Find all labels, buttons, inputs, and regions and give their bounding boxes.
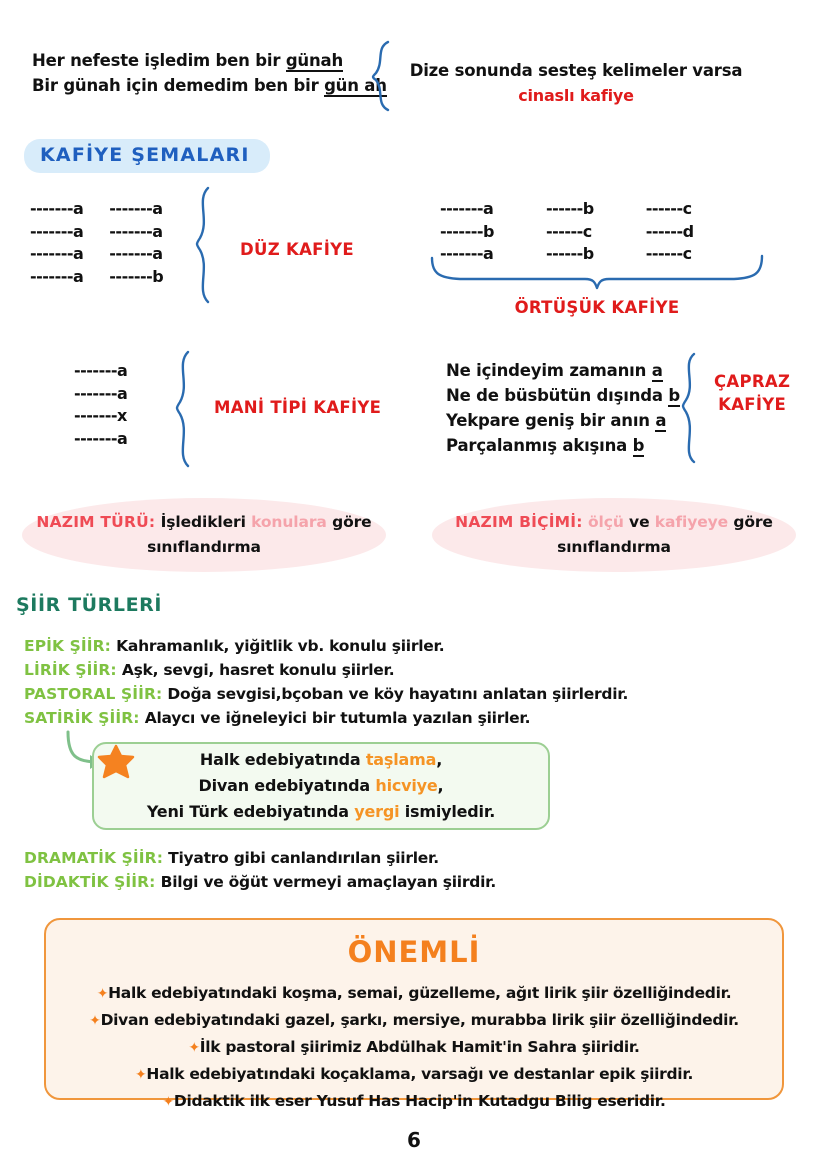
section-pill-kafiye-semalari: [24, 139, 270, 173]
poem-rhyme-underline: günah: [285, 51, 343, 70]
scheme-row: -------a: [109, 244, 163, 263]
brace-cinas: [358, 40, 398, 112]
nazim-bicimi-suffix: göre: [728, 513, 773, 531]
scheme-row: ------c: [645, 244, 692, 263]
scheme-row: ------d: [645, 221, 694, 241]
callout-line-pre: Divan edebiyatında: [198, 776, 376, 795]
nazim-bicimi-line1: [455, 510, 773, 535]
important-title: ÖNEMLİ: [347, 935, 481, 969]
list-item-text: Doğa sevgisi,bçoban ve köy hayatını anlatan şiirlerdir.: [162, 685, 629, 703]
important-bullet: [46, 1034, 782, 1061]
scheme-row: -------a: [109, 221, 163, 241]
list-item-text: Alaycı ve iğneleyici bir tutumla yazılan şiirler.: [139, 709, 531, 727]
nazim-turu-line1: [36, 510, 371, 535]
scheme-row: -------a: [30, 221, 84, 241]
callout-line-post: ismiyledir.: [399, 802, 496, 821]
bullet-icon: ✦: [89, 1013, 101, 1029]
siir-turleri-list: [24, 634, 628, 730]
important-bullet-list: [46, 980, 782, 1115]
important-bullet: [46, 1007, 782, 1034]
poem-rhyme-letter: b: [668, 386, 680, 405]
important-bullet: [46, 1088, 782, 1115]
scheme-row: -------a: [30, 266, 84, 286]
ortusuk-kafiye-label: ÖRTÜŞÜK KAFİYE: [514, 298, 680, 317]
scheme-row: -------b: [109, 266, 164, 286]
list-item: [24, 634, 628, 658]
poem-line: [446, 383, 680, 408]
important-bullet-text: Halk edebiyatındaki koşma, semai, güzelleme, ağıt lirik şiir özelliğindedir.: [108, 984, 732, 1002]
bullet-icon: ✦: [188, 1040, 200, 1056]
brace-capraz-kafiye: [676, 352, 710, 464]
nazim-bicimi-highlight-kafiyeye: kafiyeye: [654, 513, 729, 531]
duz-column-1: [30, 198, 83, 288]
siir-turleri-list-2: [24, 846, 496, 894]
callout-line-highlight: taşlama: [365, 750, 437, 769]
list-item: [24, 682, 628, 706]
list-item: [24, 870, 496, 894]
duz-kafiye-scheme: [30, 198, 163, 288]
list-item-text: Bilgi ve öğüt vermeyi amaçlayan şiirdir.: [155, 873, 496, 891]
cinas-explanation: Dize sonunda sesteş kelimeler varsa: [409, 61, 743, 80]
callout-line-pre: Yeni Türk edebiyatında: [146, 802, 355, 821]
star-icon: [96, 742, 136, 782]
important-bullet-text: Divan edebiyatındaki gazel, şarkı, mersiye, murabba lirik şiir özelliğindedir.: [100, 1011, 739, 1029]
brace-mani-tipi: [168, 350, 202, 468]
cinas-poem: [32, 48, 387, 98]
poem-line: [446, 358, 680, 383]
list-item: [24, 706, 628, 730]
nazim-turu-card: [22, 498, 386, 572]
brace-ortusuk-kafiye: [430, 252, 764, 292]
callout-line: [147, 773, 495, 799]
poem-rhyme-underline: gün ah: [324, 76, 387, 95]
nazim-turu-mid: İşledikleri: [155, 513, 252, 531]
important-bullet-text: İlk pastoral şiirimiz Abdülhak Hamit'in Sahra şiiridir.: [199, 1038, 640, 1056]
important-bullet-text: Halk edebiyatındaki koçaklama, varsağı ve destanlar epik şiirdir.: [146, 1065, 694, 1083]
list-item-text: Aşk, sevgi, hasret konulu şiirler.: [116, 661, 395, 679]
list-item-text: Tiyatro gibi canlandırılan şiirler.: [163, 849, 439, 867]
list-item-key: PASTORAL ŞİİR:: [24, 685, 163, 703]
siir-turleri-heading: ŞİİR TÜRLERİ: [16, 594, 163, 616]
list-item-text: Kahramanlık, yiğitlik vb. konulu şiirler.: [110, 637, 445, 655]
important-bullet: [46, 1061, 782, 1088]
nazim-turu-key: NAZIM TÜRÜ:: [36, 513, 156, 531]
nazim-bicimi-line2: sınıflandırma: [557, 538, 671, 556]
important-bullet: [46, 980, 782, 1007]
callout-line-highlight: hicviye: [375, 776, 438, 795]
callout-box: [92, 742, 550, 830]
callout-line: [147, 747, 495, 773]
callout-line-post: ,: [436, 750, 443, 769]
scheme-row: -------x: [74, 406, 127, 425]
callout-line-highlight: yergi: [354, 802, 400, 821]
list-item-key: SATİRİK ŞİİR:: [24, 709, 140, 727]
poem-line: [32, 73, 387, 98]
poem-line-text: Her nefeste işledim ben bir: [32, 51, 286, 70]
scheme-row: -------a: [74, 383, 128, 403]
poem-rhyme-letter: b: [632, 436, 645, 455]
mani-tipi-label: MANİ TİPİ KAFİYE: [214, 398, 382, 417]
list-item-key: DRAMATİK ŞİİR:: [24, 849, 163, 867]
bullet-icon: ✦: [162, 1094, 174, 1110]
poem-rhyme-letter: a: [651, 361, 663, 380]
callout-line-post: ,: [437, 776, 444, 795]
mani-column-1: [74, 360, 127, 450]
nazim-turu-highlight: konulara: [251, 513, 327, 531]
nazim-bicimi-highlight-olcu: ölçü: [582, 513, 624, 531]
cinas-term: cinaslı kafiye: [518, 86, 634, 105]
nazim-bicimi-key: NAZIM BİÇİMİ:: [455, 513, 583, 531]
poem-line-text: Ne de büsbütün dışında: [446, 386, 669, 405]
bullet-icon: ✦: [134, 1067, 147, 1083]
pill-label: KAFİYE ŞEMALARI: [40, 144, 250, 166]
mani-tipi-scheme: [74, 360, 127, 450]
brace-duz-kafiye: [188, 186, 222, 304]
important-bullet-text: Didaktik ilk eser Yusuf Has Hacip'in Kutadgu Bilig eseridir.: [173, 1092, 666, 1110]
capraz-kafiye-poem: [446, 358, 680, 458]
nazim-bicimi-text: [455, 510, 773, 560]
nazim-bicimi-card: [432, 498, 796, 572]
scheme-row: -------a: [440, 244, 494, 263]
scheme-row: -------a: [440, 199, 494, 218]
list-item: [24, 846, 496, 870]
pill-background: [24, 139, 270, 173]
scheme-row: ------c: [645, 199, 692, 218]
scheme-row: ------c: [545, 221, 592, 241]
bullet-icon: ✦: [96, 986, 109, 1002]
capraz-kafiye-label-line1: ÇAPRAZ: [714, 372, 791, 391]
poem-line-text: Yekpare geniş bir anın: [446, 411, 656, 430]
callout-line: [147, 799, 495, 825]
list-item-key: DİDAKTİK ŞİİR:: [24, 873, 156, 891]
page-number: 6: [407, 1128, 421, 1152]
scheme-row: -------a: [109, 199, 163, 218]
scheme-row: -------b: [440, 221, 494, 241]
scheme-row: -------a: [74, 428, 128, 448]
duz-column-2: [109, 198, 163, 288]
poem-line: [446, 433, 680, 458]
callout-line-pre: Halk edebiyatında: [199, 750, 366, 769]
capraz-kafiye-label: [714, 372, 790, 414]
callout-text: [147, 747, 495, 825]
list-item-key: LİRİK ŞİİR:: [24, 661, 117, 679]
nazim-turu-line2: sınıflandırma: [147, 538, 261, 556]
scheme-row: -------a: [30, 244, 84, 263]
list-item-key: EPİK ŞİİR:: [24, 637, 111, 655]
capraz-kafiye-label-line2: KAFİYE: [718, 395, 787, 414]
nazim-turu-suffix: göre: [326, 513, 372, 531]
scheme-row: ------b: [545, 244, 594, 263]
list-item: [24, 658, 628, 682]
poem-line-text: Parçalanmış akışına: [446, 436, 633, 455]
poem-rhyme-letter: a: [655, 411, 667, 430]
scheme-row: -------a: [74, 361, 128, 380]
cinas-explanation-block: [396, 58, 756, 105]
poem-line: [446, 408, 680, 433]
poem-line-text: Ne içindeyim zamanın: [446, 361, 652, 380]
important-box: [44, 918, 784, 1110]
duz-kafiye-label: DÜZ KAFİYE: [240, 240, 354, 259]
nazim-turu-text: [36, 510, 371, 560]
poem-line-text: Bir günah için demedim ben bir: [32, 76, 325, 95]
scheme-row: ------b: [545, 199, 594, 218]
poem-line: [32, 48, 387, 73]
nazim-bicimi-mid: ve: [623, 513, 655, 531]
scheme-row: -------a: [30, 199, 84, 218]
